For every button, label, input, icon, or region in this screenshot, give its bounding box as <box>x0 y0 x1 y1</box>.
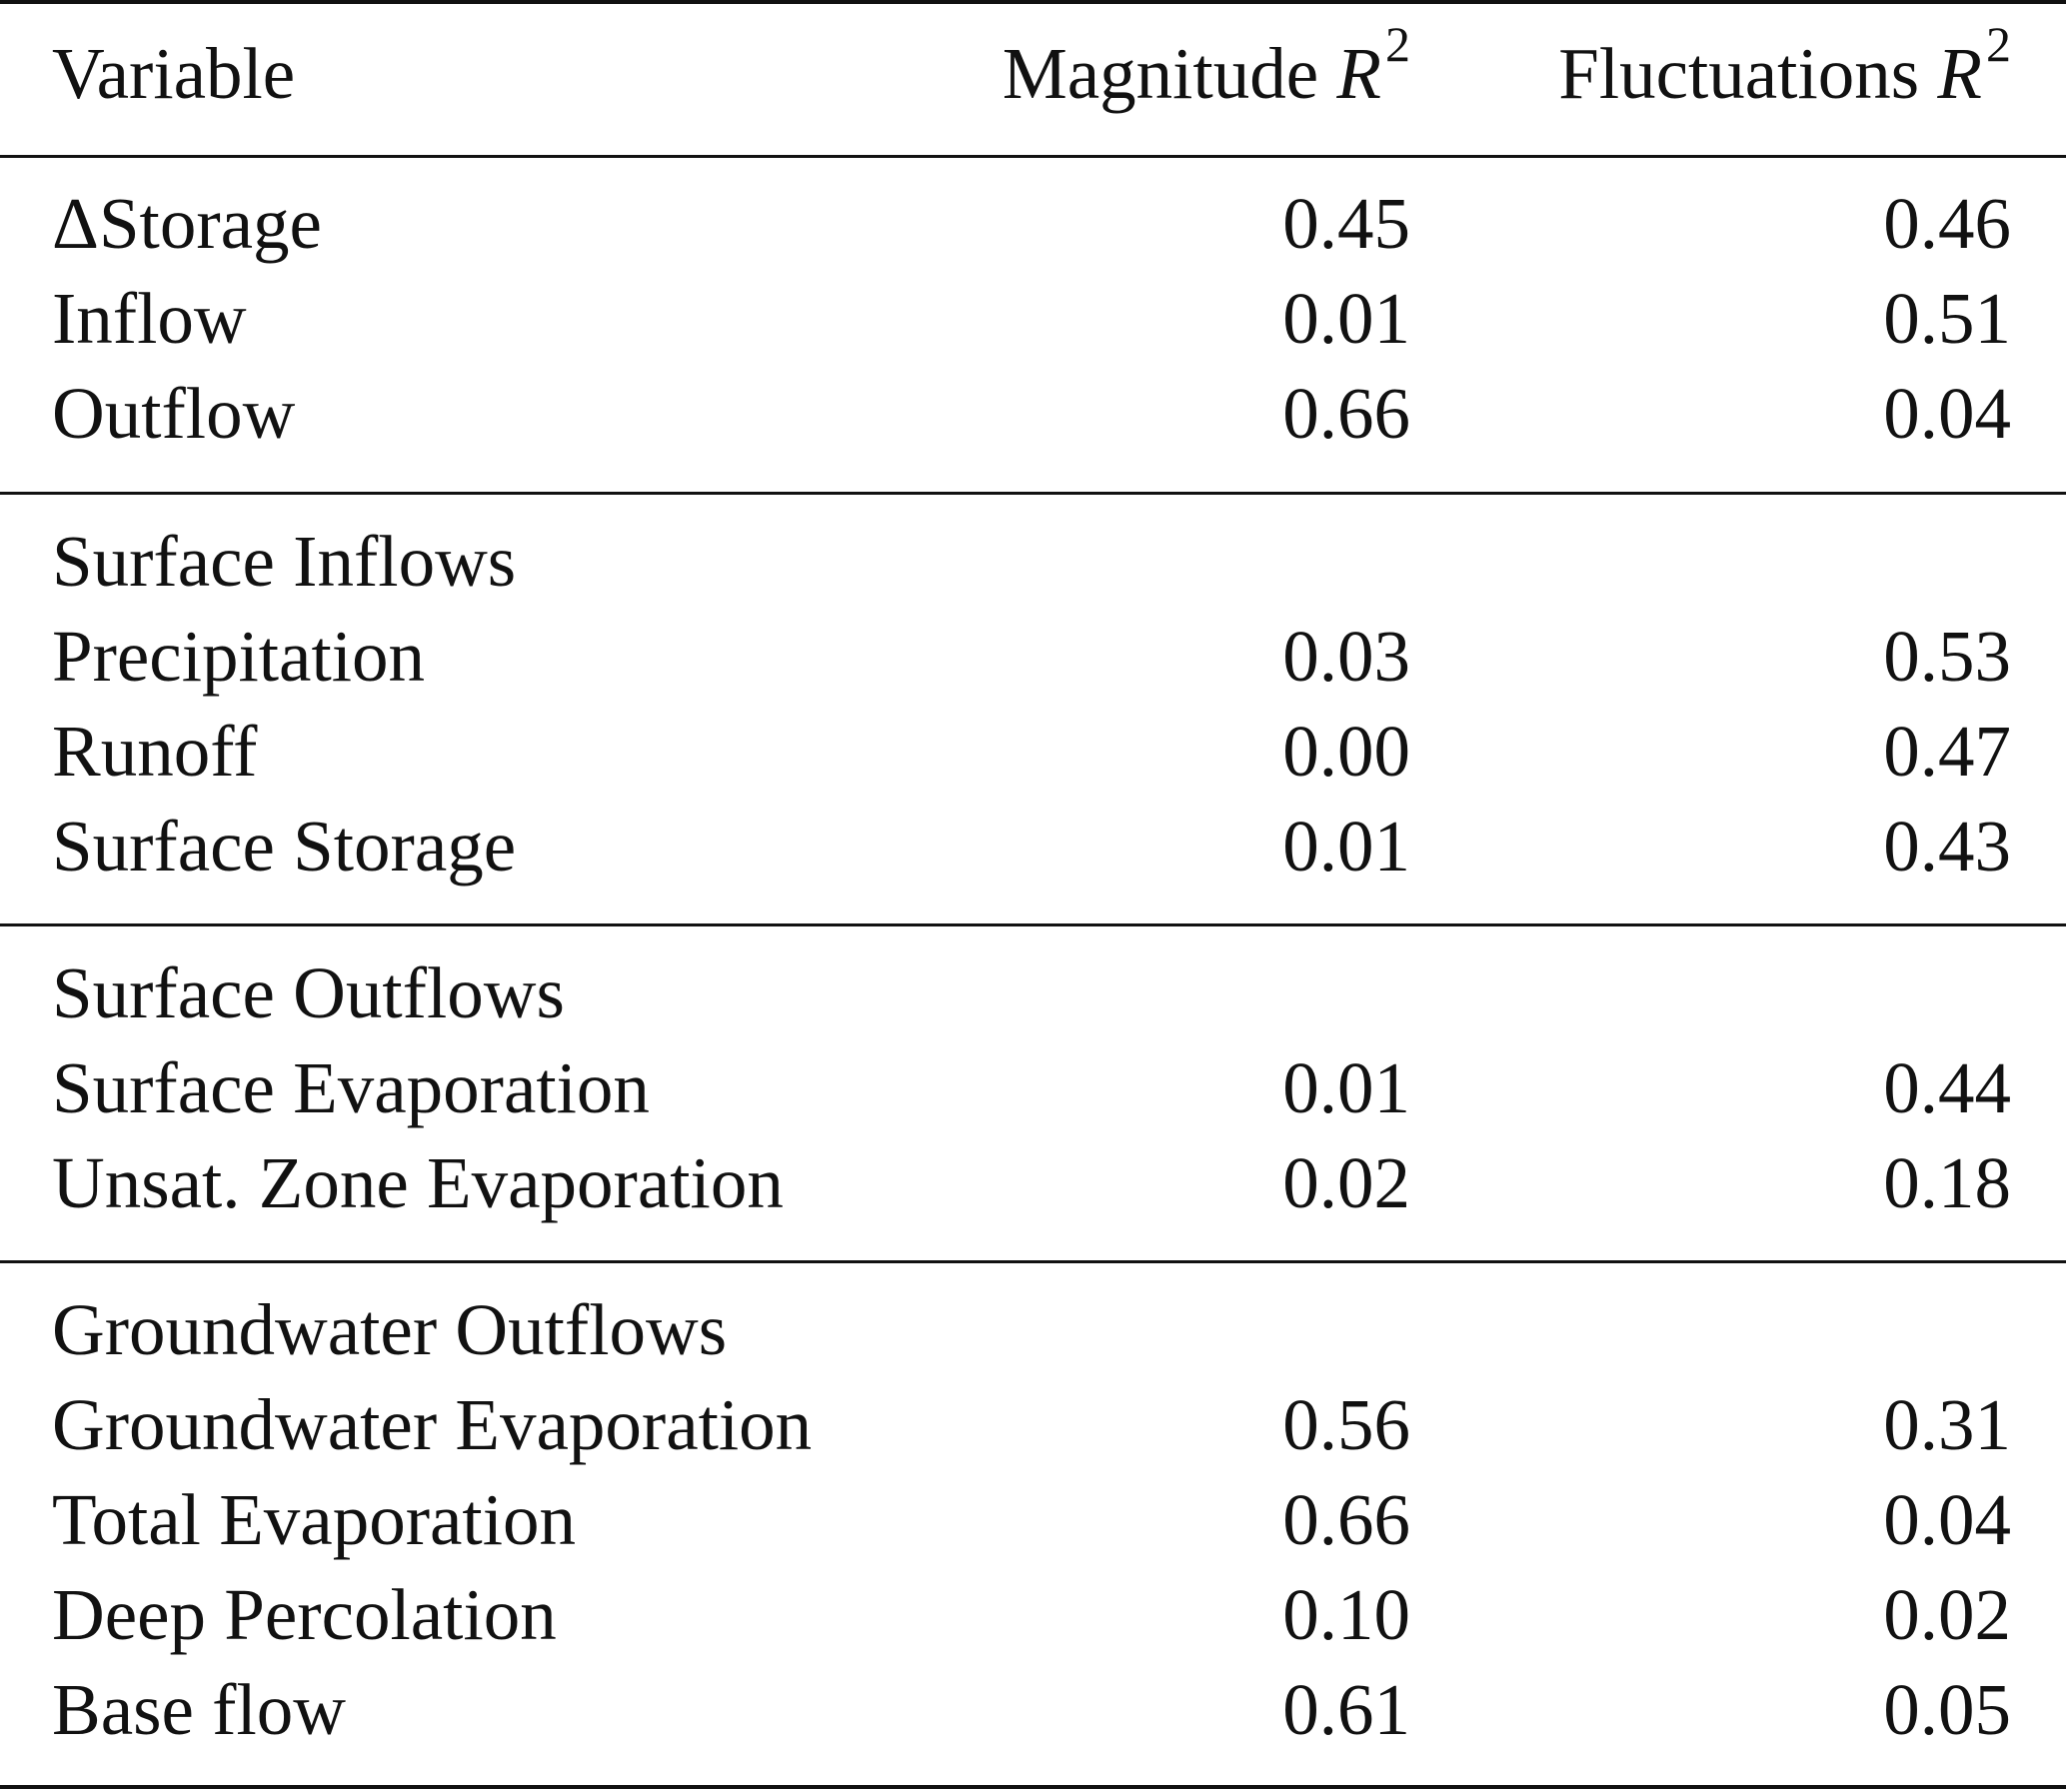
variable-cell: Outflow <box>52 373 296 454</box>
variable-cell: Groundwater Evaporation <box>52 1384 813 1465</box>
header-magnitude <box>1002 15 1410 121</box>
magnitude-cell: 0.01 <box>1282 806 1410 887</box>
fluctuations-cell: 0.18 <box>1883 1142 2011 1223</box>
table-row <box>0 176 2066 271</box>
fluctuations-cell: 0.05 <box>1883 1669 2011 1750</box>
magnitude-cell: 0.01 <box>1282 1047 1410 1128</box>
magnitude-cell: 0.45 <box>1282 183 1410 264</box>
header-magnitude-label: Magnitude <box>1002 33 1319 114</box>
header-fluctuations-r: R <box>1937 33 1982 114</box>
variable-cell: Unsat. Zone Evaporation <box>52 1142 784 1223</box>
magnitude-cell: 0.56 <box>1282 1384 1410 1465</box>
header-magnitude-exp: 2 <box>1385 15 1410 72</box>
bottom-rule <box>0 1785 2066 1789</box>
table-row <box>0 1662 2066 1757</box>
header-fluctuations <box>1558 15 2011 121</box>
variable-cell: Surface Evaporation <box>52 1047 650 1128</box>
header-fluctuations-exp: 2 <box>1986 15 2011 72</box>
variable-cell: Base flow <box>52 1669 346 1750</box>
header-fluctuations-label: Fluctuations <box>1558 33 1920 114</box>
header-magnitude-r: R <box>1336 33 1381 114</box>
variable-cell: Runoff <box>52 711 258 792</box>
section-title: Surface Inflows <box>52 521 517 602</box>
variable-cell: Inflow <box>52 278 247 359</box>
variable-cell: Total Evaporation <box>52 1479 576 1560</box>
magnitude-cell: 0.10 <box>1282 1574 1410 1655</box>
magnitude-cell: 0.66 <box>1282 373 1410 454</box>
variable-cell: Precipitation <box>52 616 426 697</box>
table-row <box>0 1135 2066 1230</box>
fluctuations-cell: 0.04 <box>1883 373 2011 454</box>
table-row <box>0 1567 2066 1662</box>
variable-cell: ΔStorage <box>52 183 322 264</box>
magnitude-cell: 0.02 <box>1282 1142 1410 1223</box>
table-row <box>0 1377 2066 1472</box>
fluctuations-cell: 0.44 <box>1883 1047 2011 1128</box>
variable-cell: Surface Storage <box>52 806 517 887</box>
table-row <box>0 799 2066 894</box>
table-row <box>0 366 2066 461</box>
fluctuations-cell: 0.04 <box>1883 1479 2011 1560</box>
fluctuations-cell: 0.53 <box>1883 616 2011 697</box>
top-rule <box>0 0 2066 4</box>
section-title-row <box>0 945 2066 1040</box>
header-row <box>0 15 2066 123</box>
section-title-row <box>0 514 2066 609</box>
table-row <box>0 704 2066 799</box>
fluctuations-cell: 0.46 <box>1883 183 2011 264</box>
magnitude-cell: 0.61 <box>1282 1669 1410 1750</box>
magnitude-cell: 0.03 <box>1282 616 1410 697</box>
table-row <box>0 1040 2066 1135</box>
fluctuations-cell: 0.02 <box>1883 1574 2011 1655</box>
section-title: Surface Outflows <box>52 952 565 1033</box>
fluctuations-cell: 0.51 <box>1883 278 2011 359</box>
table-row <box>0 1472 2066 1567</box>
variable-cell: Deep Percolation <box>52 1574 557 1655</box>
section-rule <box>0 492 2066 495</box>
section-title: Groundwater Outflows <box>52 1289 728 1370</box>
header-variable: Variable <box>52 33 296 114</box>
table-row <box>0 271 2066 366</box>
section-title-row <box>0 1282 2066 1377</box>
magnitude-cell: 0.00 <box>1282 711 1410 792</box>
magnitude-cell: 0.01 <box>1282 278 1410 359</box>
fluctuations-cell: 0.47 <box>1883 711 2011 792</box>
table-row <box>0 609 2066 704</box>
fluctuations-cell: 0.31 <box>1883 1384 2011 1465</box>
section-rule <box>0 1260 2066 1263</box>
magnitude-cell: 0.66 <box>1282 1479 1410 1560</box>
header-rule <box>0 155 2066 158</box>
fluctuations-cell: 0.43 <box>1883 806 2011 887</box>
section-rule <box>0 923 2066 926</box>
